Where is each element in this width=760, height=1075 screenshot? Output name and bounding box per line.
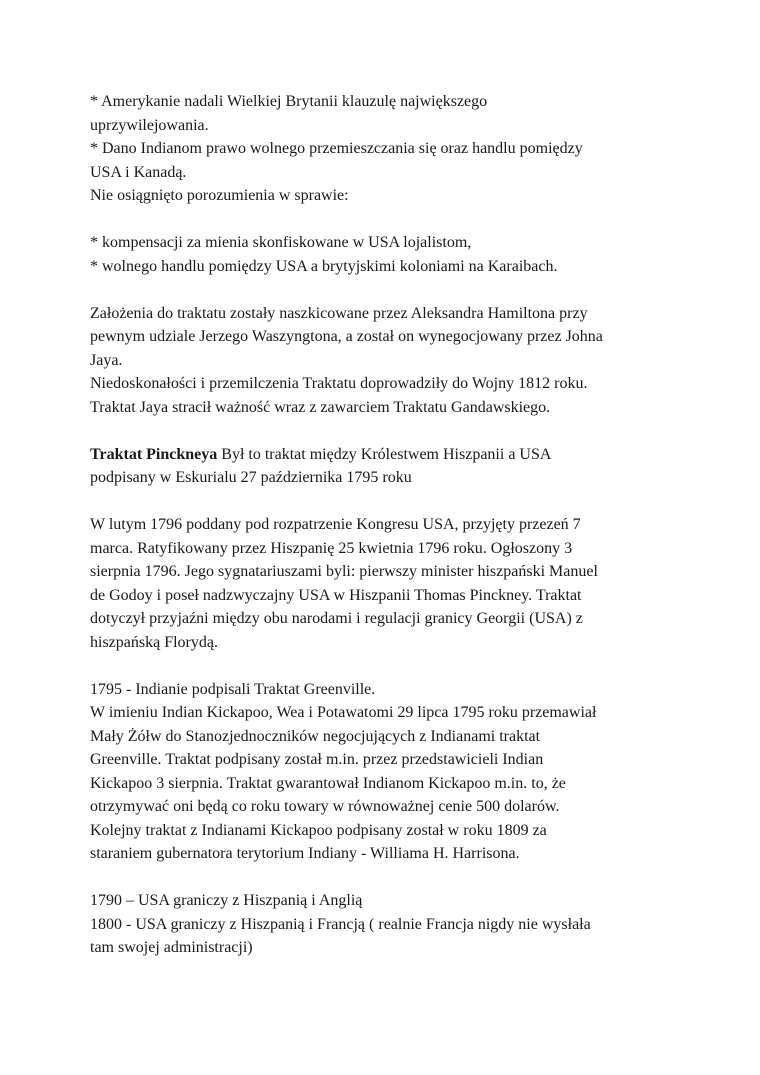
text-line: hiszpańską Florydą. xyxy=(90,633,218,651)
text-line: * Dano Indianom prawo wolnego przemieszczania się oraz handlu pomiędzy xyxy=(90,140,583,157)
text-line: 1790 – USA graniczy z Hiszpanią i Anglią xyxy=(90,892,363,909)
paragraph-unresolved-issues xyxy=(90,231,670,278)
document-page xyxy=(90,90,670,960)
paragraph-jay-treaty xyxy=(90,302,670,420)
paragraph-pinckney-details xyxy=(90,513,670,654)
text-line: 1800 - USA graniczy z Hiszpanią i Francją ( realnie Francja nigdy nie wysłała xyxy=(90,915,591,933)
text-line: otrzymywać oni będą co roku towary w równoważnej cenie 500 dolarów. xyxy=(90,798,560,815)
text-line: 1795 - Indianie podpisali Traktat Greenville. xyxy=(90,680,376,698)
paragraph-spacer xyxy=(90,208,670,232)
text-line: dotyczył przyjaźni między obu narodami i regulacji granicy Georgii (USA) z xyxy=(90,610,583,627)
text-line: staraniem gubernatora terytorium Indiany - Williama H. Harrisona. xyxy=(90,845,520,862)
paragraph-spacer xyxy=(90,419,670,443)
text-line: uprzywilejowania. xyxy=(90,116,209,134)
paragraph-spacer xyxy=(90,866,670,890)
text-line: Mały Żółw do Stanozjednoczników negocjujących z Indianami traktat xyxy=(90,727,541,745)
text-line: Traktat Jaya stracił ważność wraz z zawarciem Traktatu Gandawskiego. xyxy=(90,398,551,416)
text-line: marca. Ratyfikowany przez Hiszpanię 25 kwietnia 1796 roku. Ogłoszony 3 xyxy=(90,539,573,557)
text-line: USA i Kanadą. xyxy=(90,163,187,181)
paragraph-pinckney-intro xyxy=(90,443,670,490)
paragraph-borders xyxy=(90,889,670,960)
text-line: Założenia do traktatu zostały naszkicowane przez Aleksandra Hamiltona przy xyxy=(90,304,588,322)
text-line: * kompensacji za mienia skonfiskowane w USA lojalistom, xyxy=(90,234,472,251)
text-line: * wolnego handlu pomiędzy USA a brytyjskimi koloniami na Karaibach. xyxy=(90,257,558,275)
text-line: podpisany w Eskurialu 27 października 1795 roku xyxy=(90,469,412,486)
text-line: Nie osiągnięto porozumienia w sprawie: xyxy=(90,187,349,204)
text-line: sierpnia 1796. Jego sygnatariuszami byli: pierwszy minister hiszpański Manuel xyxy=(90,563,598,580)
paragraph-greenville xyxy=(90,678,670,866)
text-line: Jaya. xyxy=(90,351,123,369)
text-line: Niedoskonałości i przemilczenia Traktatu doprowadziły do Wojny 1812 roku. xyxy=(90,375,588,392)
text-line: pewnym udziale Jerzego Waszyngtona, a został on wynegocjowany przez Johna xyxy=(90,328,603,345)
text-line: Kickapoo 3 sierpnia. Traktat gwarantował Indianom Kickapoo m.in. to, że xyxy=(90,774,566,792)
paragraph-spacer xyxy=(90,490,670,514)
paragraph-concessions xyxy=(90,90,670,208)
paragraph-spacer xyxy=(90,278,670,302)
text-line: Greenville. Traktat podpisany został m.in. przez przedstawicieli Indian xyxy=(90,751,544,768)
text-line: Kolejny traktat z Indianami Kickapoo podpisany został w roku 1809 za xyxy=(90,821,547,839)
pinckney-intro-text: Był to traktat między Królestwem Hiszpanii a USA xyxy=(217,445,552,463)
text-line: de Godoy i poseł nadzwyczajny USA w Hiszpanii Thomas Pinckney. Traktat xyxy=(90,586,582,604)
paragraph-spacer xyxy=(90,654,670,678)
text-line: tam swojej administracji) xyxy=(90,939,253,956)
text-line: W lutym 1796 poddany pod rozpatrzenie Kongresu USA, przyjęty przezeń 7 xyxy=(90,516,581,533)
text-line xyxy=(90,443,670,467)
text-line: * Amerykanie nadali Wielkiej Brytanii klauzulę największego xyxy=(90,93,488,110)
text-line: W imieniu Indian Kickapoo, Wea i Potawatomi 29 lipca 1795 roku przemawiał xyxy=(90,704,597,721)
pinckney-heading: Traktat Pinckneya xyxy=(90,445,218,463)
